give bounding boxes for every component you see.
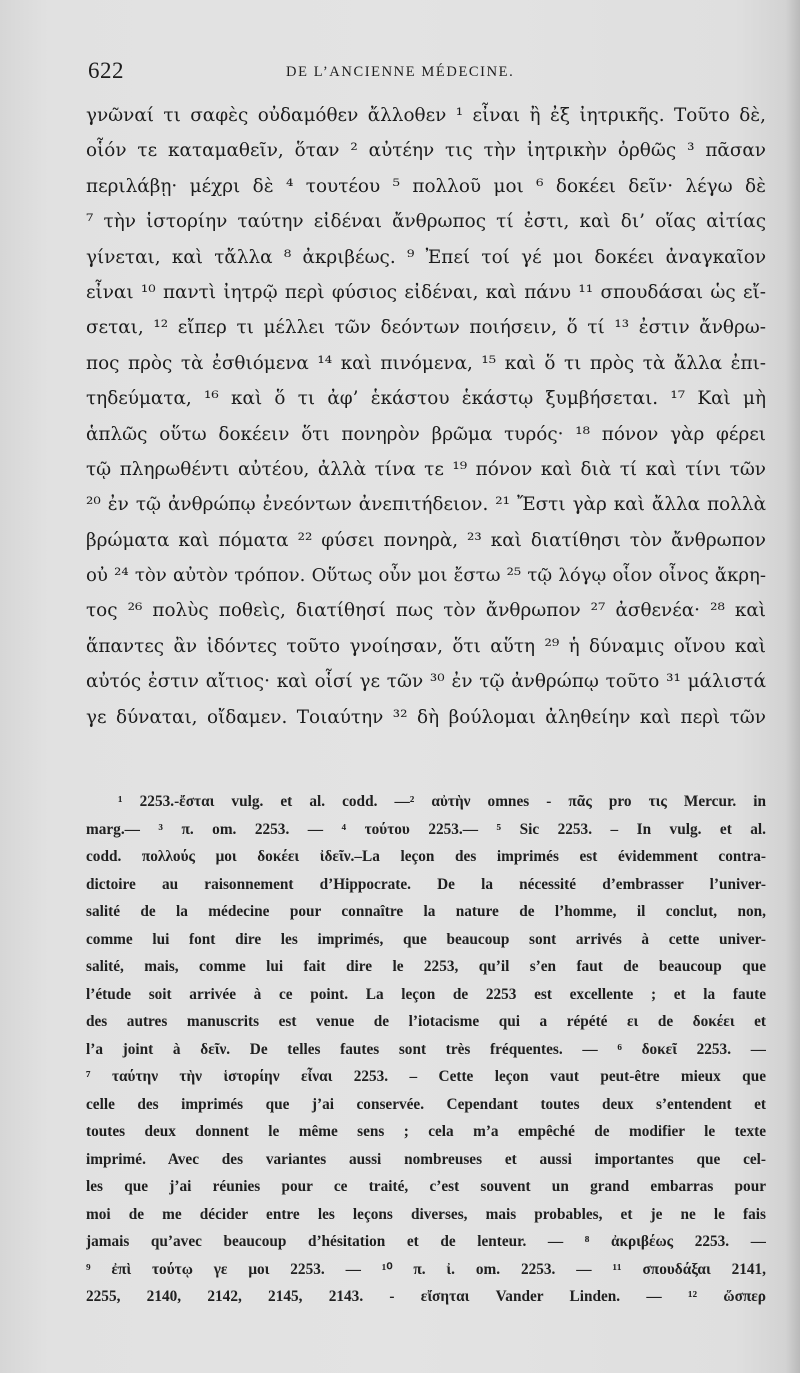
text-line: αὐτός ἐστιν αἴτιος· καὶ οἷσί γε τῶν ³⁰ ἐν τῷ ἀνθρώπῳ τοῦτο ³¹ μάλιστά <box>86 671 766 693</box>
text-line: βρώματα καὶ πόματα ²² φύσει πονηρὰ, ²³ καὶ διατίθησι τὸν ἄνθρωπον <box>86 529 766 551</box>
footnote-line: l’a joint à δεῖν. De telles fautes sont très fréquentes. — ⁶ δοκεῖ 2253. — <box>86 1040 766 1058</box>
text-line: πος πρὸς τὰ ἐσθιόμενα ¹⁴ καὶ πινόμενα, ¹⁵ καὶ ὅ τι πρὸς τὰ ἄλλα ἐπι- <box>86 352 766 374</box>
footnotes <box>86 788 766 1311</box>
text-line: τῷ πληρωθέντι αὐτέου, ἀλλὰ τίνα τε ¹⁹ πόνον καὶ διὰ τί καὶ τίνι τῶν <box>86 458 766 480</box>
footnote-line: dictoire au raisonnement d’Hippocrate. De la nécessité d’embrasser l’univer- <box>86 875 766 893</box>
footnote-line: celle des imprimés que j’ai conservée. Cependant toutes deux s’entendent et <box>86 1095 766 1113</box>
footnote-line: jamais qu’avec beaucoup d’hésitation et de lenteur. — ⁸ ἀκριβέως 2253. — <box>86 1233 766 1250</box>
text-line: οἷόν τε καταμαθεῖν, ὅταν ² αὐτέην τις τὴν ἰητρικὴν ὀρθῶς ³ πᾶσαν <box>86 140 766 162</box>
footnote-line: salité, mais, comme lui fait dire le 2253, qu’il s’en faut de beaucoup que <box>86 958 766 975</box>
footnote-line: l’étude soit arrivée à ce point. La leçon de 2253 est excellente ; et la faute <box>86 985 766 1003</box>
footnote-line: des autres manuscrits est venue de l’iotacisme qui a répété ει de δοκέει et <box>86 1013 766 1030</box>
footnote-line: comme lui font dire les imprimés, que beaucoup sont arrivés à cette univer- <box>86 930 766 948</box>
text-line: τος ²⁶ πολὺς ποθεὶς, διατίθησί πως τὸν ἄνθρωπον ²⁷ ἀσθενέα· ²⁸ καὶ <box>86 600 766 622</box>
text-line: περιλάβῃ· μέχρι δὲ ⁴ τουτέου ⁵ πολλοῦ μοι ⁶ δοκέει δεῖν· λέγω δὲ <box>86 175 766 197</box>
page-header <box>86 58 766 88</box>
text-line: εἶναι ¹⁰ παντὶ ἰητρῷ περὶ φύσιος εἰδέναι, καὶ πάνυ ¹¹ σπουδάσαι ὡς εἴ- <box>86 281 766 303</box>
footnote-line: moi de me décider entre les leçons diverses, mais probables, et je ne le fais <box>86 1205 766 1223</box>
page-edge-shadow <box>786 0 800 1373</box>
footnote-line: 2255, 2140, 2142, 2145, 2143. - εἴσηται Vander Linden. — ¹² ὥσπερ <box>86 1288 766 1305</box>
text-line: ²⁰ ἐν τῷ ἀνθρώπῳ ἐνεόντων ἀνεπιτήδειον. ²¹ Ἔστι γὰρ καὶ ἄλλα πολλὰ <box>86 494 766 516</box>
text-line: σεται, ¹² εἴπερ τι μέλλει τῶν δεόντων ποιήσειν, ὅ τί ¹³ ἐστιν ἄνθρω- <box>86 317 766 339</box>
footnote-line: imprimé. Avec des variantes aussi nombreuses et aussi importantes que cel- <box>86 1150 766 1168</box>
text-line: γίνεται, καὶ τἄλλα ⁸ ἀκριβέως. ⁹ Ἐπεί τοί γέ μοι δοκέει ἀναγκαῖον <box>86 246 766 268</box>
text-line: γνῶναί τι σαφὲς οὐδαμόθεν ἄλλοθεν ¹ εἶναι ἢ ἐξ ἰητρικῆς. Τοῦτο δὲ, <box>86 105 766 126</box>
footnote-line: ⁷ ταύτην τὴν ἱστορίην εἶναι 2253. – Cette leçon vaut peut-être mieux que <box>86 1068 766 1085</box>
text-line: γε δύναται, οἴδαμεν. Τοιαύτην ³² δὴ βούλομαι ἀληθείην καὶ περὶ τῶν <box>86 706 766 728</box>
footnote-line: les que j’ai réunies pour ce traité, c’est souvent un grand embarras pour <box>86 1178 766 1195</box>
footnote-line: salité de la médecine pour connaître la nature de l’homme, il conclut, non, <box>86 903 766 920</box>
footnote-line: ⁹ ἐπὶ τούτῳ γε μοι 2253. — ¹⁰ π. ἰ. om. 2253. — ¹¹ σπουδάξαι 2141, <box>86 1260 766 1278</box>
text-line: ἅπαντες ἂν ἰδόντες τοῦτο γνοίησαν, ὅτι αὕτη ²⁹ ἡ δύναμις οἴνου καὶ <box>86 635 766 657</box>
footnote-line: marg.— ³ π. om. 2253. — ⁴ τούτου 2253.— ⁵ Sic 2253. – In vulg. et al. <box>86 820 766 838</box>
running-title: DE L’ANCIENNE MÉDECINE. <box>286 64 515 80</box>
text-line: τηδεύματα, ¹⁶ καὶ ὅ τι ἀφ’ ἑκάστου ἑκάστῳ ξυμβήσεται. ¹⁷ Καὶ μὴ <box>86 388 766 410</box>
text-line: ⁷ τὴν ἱστορίην ταύτην εἰδέναι ἄνθρωπος τί ἐστι, καὶ δι’ οἵας αἰτίας <box>86 211 766 233</box>
text-line: ἁπλῶς οὕτω δοκέειν ὅτι πονηρὸν βρῶμα τυρός· ¹⁸ πόνον γὰρ φέρει <box>86 423 766 445</box>
footnote-line: toutes deux donnent le même sens ; cela m’a empêché de modifier le texte <box>86 1123 766 1140</box>
footnote-line: ¹ 2253.-ἔσται vulg. et al. codd. —² αὐτὴν omnes - πᾶς pro τις Mercur. in <box>118 793 766 810</box>
main-greek-text <box>86 98 766 735</box>
page-number: 622 <box>88 58 124 83</box>
footnote-line: codd. πολλούς μοι δοκέει ἰδεῖν.–La leçon des imprimés est évidemment contra- <box>86 848 766 865</box>
text-line: οὐ ²⁴ τὸν αὐτὸν τρόπον. Οὕτως οὖν μοι ἔστω ²⁵ τῷ λόγῳ οἷον οἶνος ἄκρη- <box>86 565 766 587</box>
